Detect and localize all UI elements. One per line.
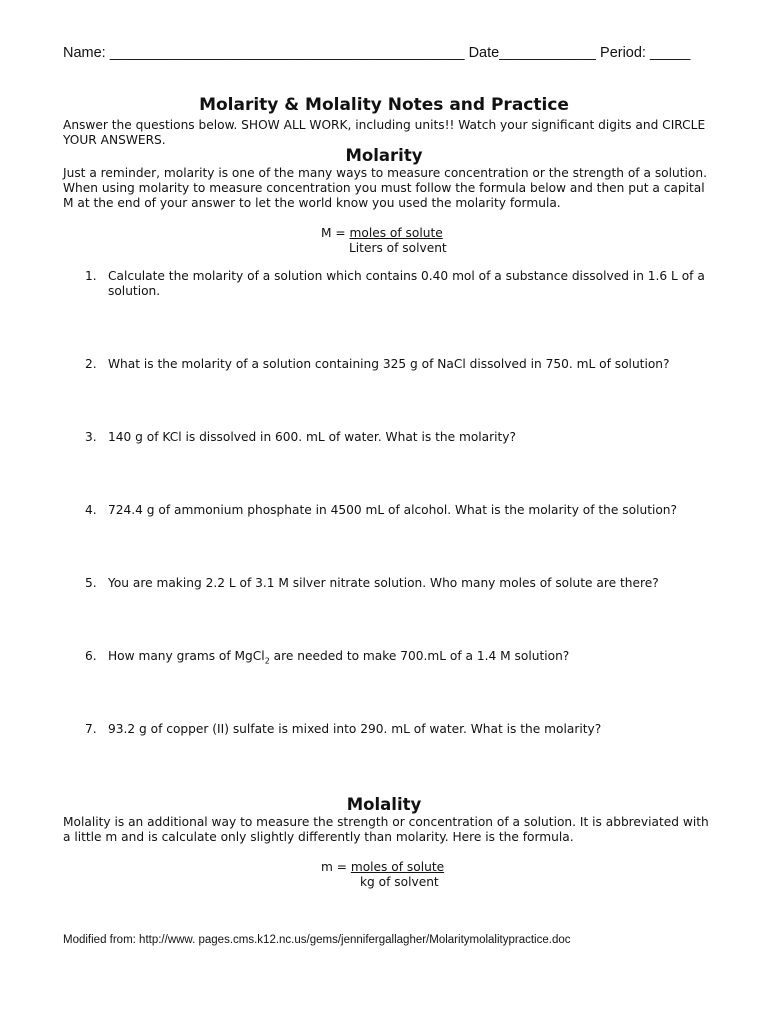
molarity-formula [321, 226, 447, 256]
question-number: 5. [85, 576, 97, 590]
question-number: 7. [85, 722, 97, 736]
formula-denominator: Liters of solvent [349, 241, 447, 255]
question-item [85, 269, 705, 299]
formula-numerator: moles of solute [349, 226, 443, 240]
molarity-intro: Just a reminder, molarity is one of the many ways to measure concentration or the strength of a solution. When using molarity to measure concentration you must follow the formula below and then put a capital M at the end of your answer to let the world know you used the molarity formula. [63, 166, 707, 210]
question-text: Calculate the molarity of a solution which contains 0.40 mol of a substance dissolved in 1.6 L of a solution. [108, 269, 705, 298]
instructions: Answer the questions below. SHOW ALL WORK, including units!! Watch your significant digits and CIRCLE YOUR ANSWERS. [63, 118, 706, 147]
question-number: 1. [85, 269, 97, 283]
question-number: 4. [85, 503, 97, 517]
molality-formula [321, 860, 444, 890]
question-item [85, 430, 705, 445]
question-number: 6. [85, 649, 97, 663]
formula-lhs: M = [321, 226, 350, 240]
molality-intro: Molality is an additional way to measure the strength or concentration of a solution. It is abbreviated with a little m and is calculate only slightly differently than molarity. Here is the formula. [63, 815, 709, 844]
question-item [85, 357, 705, 372]
question-number: 2. [85, 357, 97, 371]
question-item [85, 503, 705, 518]
question-number: 3. [85, 430, 97, 444]
question-text: What is the molarity of a solution containing 325 g of NaCl dissolved in 750. mL of solution? [108, 357, 670, 371]
page-title: Molarity & Molality Notes and Practice [199, 95, 569, 115]
molarity-heading: Molarity [345, 146, 423, 165]
question-item [85, 576, 705, 591]
footer-source: Modified from: http://www. pages.cms.k12.nc.us/gems/jennifergallagher/Molaritymolalitypractice.doc [63, 934, 571, 946]
formula-denominator: kg of solvent [360, 875, 439, 889]
question-text-before: How many grams of MgCl [108, 649, 265, 663]
question-item [85, 649, 705, 668]
question-text: 93.2 g of copper (II) sulfate is mixed into 290. mL of water. What is the molarity? [108, 722, 602, 736]
question-text-after: are needed to make 700.mL of a 1.4 M solution? [269, 649, 570, 663]
question-text: 140 g of KCl is dissolved in 600. mL of water. What is the molarity? [108, 430, 516, 444]
name-date-period-line: Name: ____________________________________________ Date____________ Period: _____ [63, 45, 691, 61]
subscript: 2 [264, 656, 270, 666]
molality-heading: Molality [346, 795, 422, 814]
question-text: 724.4 g of ammonium phosphate in 4500 mL of alcohol. What is the molarity of the solution? [108, 503, 678, 517]
formula-lhs: m = [321, 860, 351, 874]
question-text [108, 649, 705, 668]
question-item [85, 722, 705, 737]
question-text: You are making 2.2 L of 3.1 M silver nitrate solution. Who many moles of solute are there? [108, 576, 659, 590]
formula-numerator: moles of solute [350, 860, 445, 874]
